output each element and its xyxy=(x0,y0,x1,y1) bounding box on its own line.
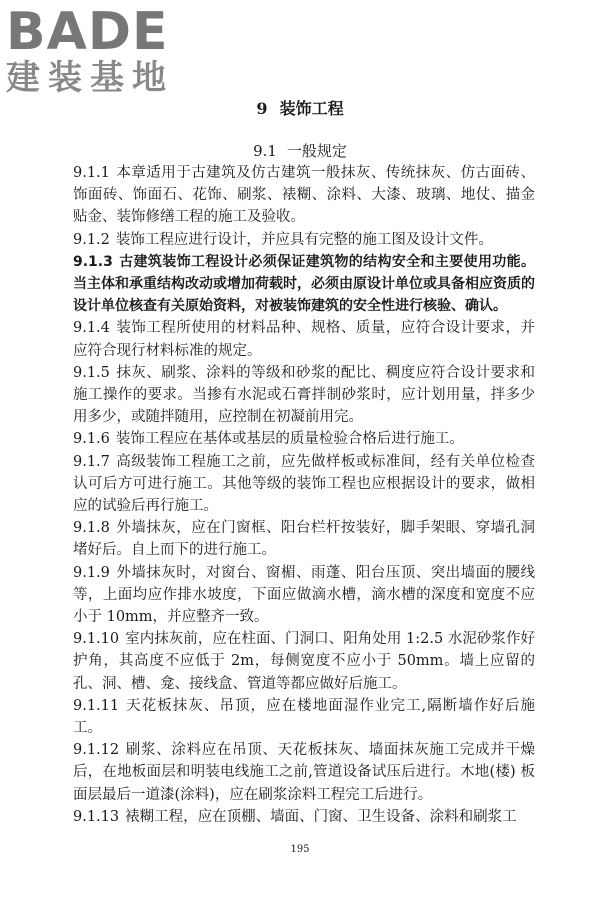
clause-number: 9.1.4 xyxy=(73,320,110,337)
paragraph-9-1-11 xyxy=(73,695,535,739)
paragraph-9-1-2 xyxy=(73,229,535,251)
clause-number: 9.1.13 xyxy=(73,808,120,825)
page-number: 195 xyxy=(290,844,310,855)
clause-text: 装饰工程所使用的材料品种、规格、质量，应符合设计要求，并应符合现行材料标准的规定。 xyxy=(73,320,535,359)
section-number: 9.1 xyxy=(253,142,277,160)
clause-number: 9.1.1 xyxy=(73,165,110,181)
clause-text: 本章适用于古建筑及仿古建筑一般抹灰、传统抹灰、仿古面砖、饰面砖、饰面石、花饰、刷浆、裱糊、涂料、大漆、玻璃、地仗、描金贴金、装饰修缮工程的施工及验收。 xyxy=(73,165,535,226)
logo-brand: BADE xyxy=(6,2,169,62)
paragraph-9-1-13 xyxy=(73,806,535,828)
clause-text: 装饰工程应进行设计，并应具有完整的施工图及设计文件。 xyxy=(115,231,493,248)
clause-number: 9.1.9 xyxy=(73,564,110,581)
clause-text: 高级装饰工程施工之前，应先做样板或标准间，经有关单位检查认可后方可进行施工。其他等级的装饰工程也应根据设计的要求，做相应的试验后再行施工。 xyxy=(73,453,535,515)
clause-number: 9.1.8 xyxy=(73,520,110,537)
paragraph-9-1-1 xyxy=(73,162,535,229)
clause-number: 9.1.2 xyxy=(73,231,110,248)
clause-number: 9.1.11 xyxy=(73,697,120,714)
clause-text: 装饰工程应在基体或基层的质量检验合格后进行施工。 xyxy=(115,431,464,448)
paragraph-9-1-5 xyxy=(73,362,535,429)
logo xyxy=(6,4,176,98)
paragraph-9-1-9 xyxy=(73,562,535,629)
clause-number: 9.1.3 xyxy=(73,253,113,270)
clause-text: 刷浆、涂料应在吊顶、天花板抹灰、墙面抹灰施工完成并干燥后，在地板面层和明装电线施工之前,管道设备试压后进行。木地(楼) 板面层最后一道漆(涂料)，应在刷浆涂料工程完工后进行。 xyxy=(73,742,535,803)
chapter-title: 装饰工程 xyxy=(279,99,344,118)
section-heading xyxy=(0,140,600,161)
paragraph-9-1-7 xyxy=(73,451,535,518)
chapter-heading xyxy=(0,96,600,119)
clause-number: 9.1.5 xyxy=(73,364,110,381)
clause-text: 抹灰、刷浆、涂料的等级和砂浆的配比、稠度应符合设计要求和施工操作的要求。当掺有水泥或石膏拌制砂浆时，应计划用量，拌多少用多少，或随拌随用，应控制在初凝前用完。 xyxy=(73,364,535,426)
section-title: 一般规定 xyxy=(286,142,347,160)
document-body xyxy=(73,162,535,828)
paragraph-9-1-4 xyxy=(73,317,535,361)
clause-text: 外墙抹灰时，对窗台、窗楣、雨蓬、阳台压顶、突出墙面的腰线等，上面均应作排水坡度，下面应做滴水槽，滴水槽的深度和宽度不应小于 10mm，并应整齐一致。 xyxy=(73,564,535,626)
paragraph-9-1-6 xyxy=(73,428,535,450)
clause-number: 9.1.7 xyxy=(73,453,110,470)
clause-number: 9.1.6 xyxy=(73,431,110,448)
paragraph-9-1-3 xyxy=(73,251,535,318)
paragraph-9-1-10 xyxy=(73,628,535,695)
clause-text: 古建筑装饰工程设计必须保证建筑物的结构安全和主要使用功能。当主体和承重结构改动或增加荷载时，必须由原设计单位或具备相应资质的设计单位核查有关原始资料，对被装饰建筑的安全性进行核验、确认。 xyxy=(73,253,535,315)
clause-text: 裱糊工程，应在顶棚、墙面、门窗、卫生设备、涂料和刷浆工 xyxy=(125,808,517,825)
paragraph-9-1-12 xyxy=(73,739,535,806)
logo-subtitle: 建装基地 xyxy=(6,58,174,98)
paragraph-9-1-8 xyxy=(73,517,535,561)
clause-text: 天花板抹灰、吊顶，应在楼地面湿作业完工,隔断墙作好后施工。 xyxy=(73,697,535,737)
chapter-number: 9 xyxy=(256,99,268,118)
clause-text: 外墙抹灰，应在门窗框、阳台栏杆按装好，脚手架眼、穿墙孔洞堵好后。自上而下的进行施工。 xyxy=(73,520,535,559)
clause-number: 9.1.10 xyxy=(73,631,120,648)
clause-text: 室内抹灰前，应在柱面、门洞口、阳角处用 1:2.5 水泥砂浆作好护角，其高度不应低于 2m，每侧宽度不应小于 50mm。墙上应留的孔、洞、槽、龛、接线盒、管道等都应做好后施工。 xyxy=(73,631,535,692)
clause-number: 9.1.12 xyxy=(73,742,120,759)
